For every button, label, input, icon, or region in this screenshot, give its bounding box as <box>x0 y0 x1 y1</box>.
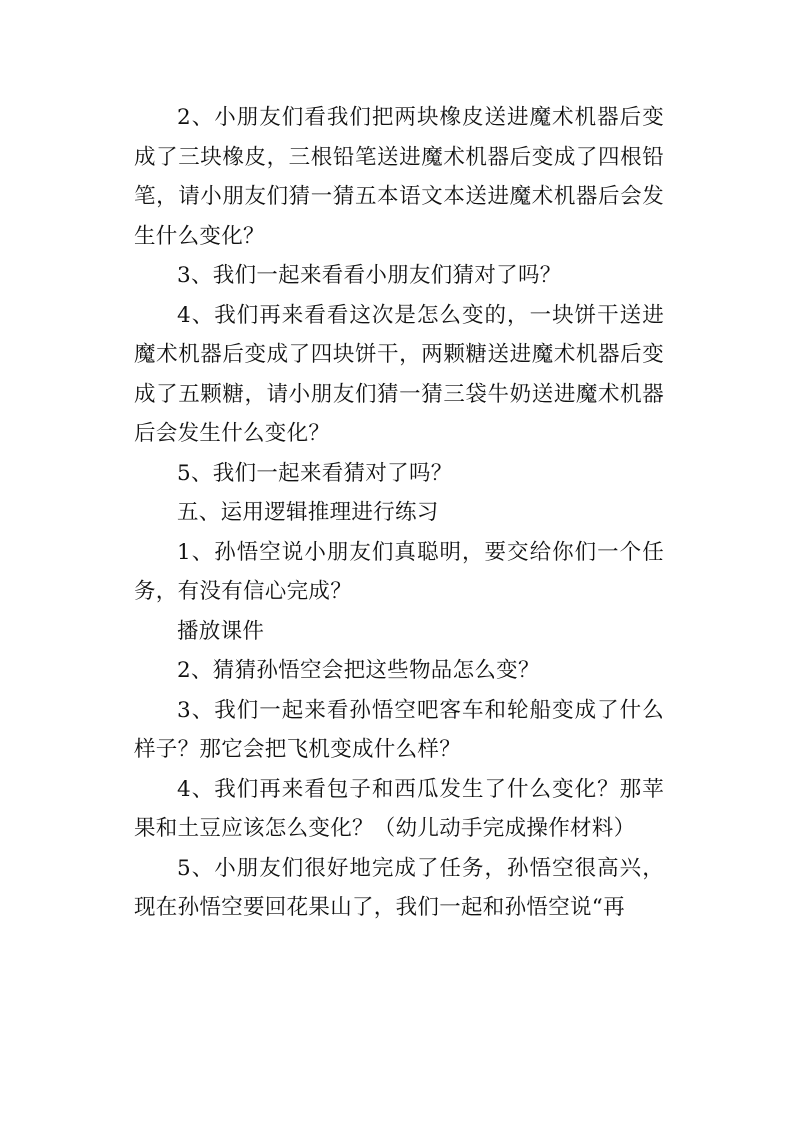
document-body <box>134 98 664 928</box>
section-heading-logic-practice: 五、运用逻辑推理进行练习 <box>177 500 439 525</box>
paragraph-task-completed: 5、小朋友们很好地完成了任务，孙悟空很高兴，现在孙悟空要回花果山了，我们一起和孙悟空说“再 <box>134 855 664 920</box>
paragraph-magic-machine-biscuits: 4、我们再来看看这次是怎么变的，一块饼干送进魔术机器后变成了四块饼干，两颗糖送进魔术机器后变成了五颗糖，请小朋友们猜一猜三袋牛奶送进魔术机器后会发生什么变化？ <box>134 302 664 446</box>
paragraph-bun-and-watermelon: 4、我们再来看包子和西瓜发生了什么变化？那苹果和土豆应该怎么变化？（幼儿动手完成操作材料） <box>134 776 664 841</box>
paragraph-check-guess-2: 5、我们一起来看猜对了吗？ <box>177 460 453 486</box>
paragraph-check-guess-1: 3、我们一起来看看小朋友们猜对了吗？ <box>177 263 562 288</box>
paragraph-magic-machine-erasers: 2、小朋友们看我们把两块橡皮送进魔术机器后变成了三块橡皮，三根铅笔送进魔术机器后变成了四根铅笔，请小朋友们猜一猜五本语文本送进魔术机器后会发生什么变化？ <box>134 105 664 249</box>
paragraph-sun-wukong-task: 1、孙悟空说小朋友们真聪明，要交给你们一个任务，有没有信心完成？ <box>134 539 664 604</box>
paragraph-guess-transform: 2、猜猜孙悟空会把这些物品怎么变？ <box>177 658 540 683</box>
paragraph-play-courseware: 播放课件 <box>177 618 265 644</box>
paragraph-bus-and-ship: 3、我们一起来看孙悟空吧客车和轮船变成了什么样子？那它会把飞机变成什么样？ <box>134 697 664 762</box>
